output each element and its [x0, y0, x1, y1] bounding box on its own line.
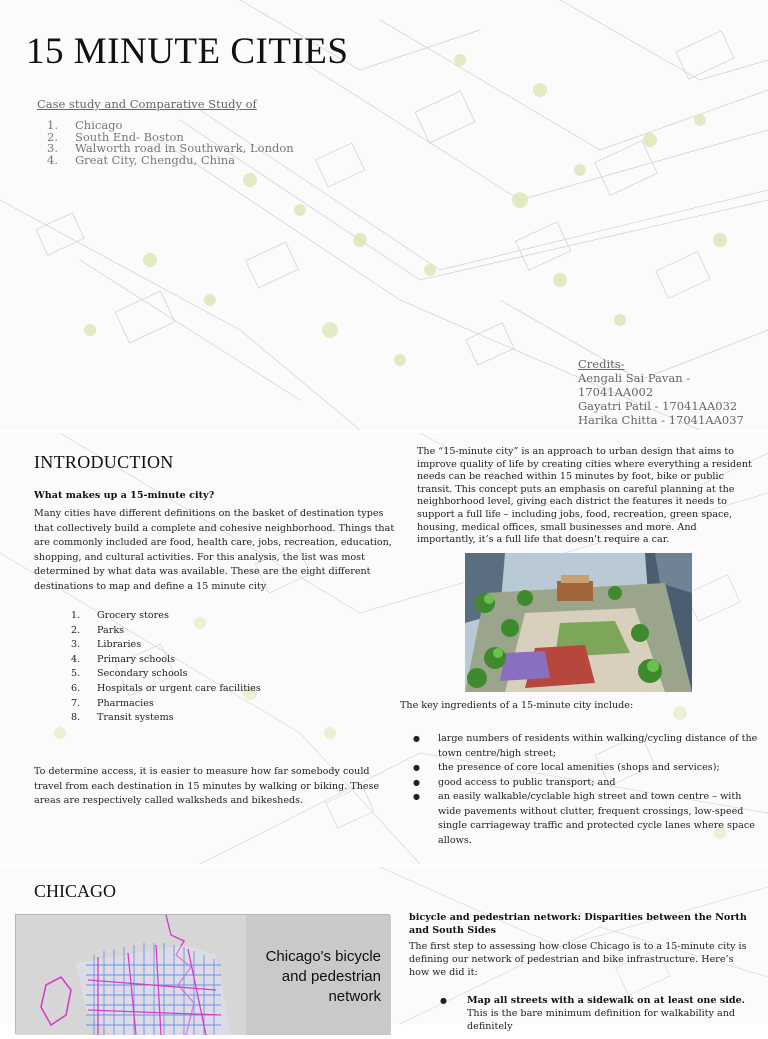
list-item: 3. Walworth road in Southwark, London	[47, 141, 294, 155]
credit-name: Gayatri Patil - 17041AA032	[578, 399, 738, 413]
list-item: 5. Secondary schools	[71, 668, 188, 680]
definitions-paragraph: Many cities have different definitions on the basket of destination types that collectively build a complete and cohesive neighborhood. Things that are commonly included are food, health care, jobs, recreation, education, shopping, and cultural activities. For this analysis, the list was most determined by what data was available. These are the eight different destinations to map and define a 15 minute city	[34, 508, 395, 592]
list-item: ● good access to public transport; and	[413, 776, 616, 788]
key-ingredients-intro: The key ingredients of a 15-minute city include:	[400, 700, 634, 711]
credits-heading: Credits-	[578, 357, 625, 371]
introduction-slide	[0, 433, 768, 864]
list-item: 3. Libraries	[71, 639, 142, 651]
list-item: 6. Hospitals or urgent care facilities	[71, 682, 261, 694]
list-item: ● an easily walkable/cyclable high street and town centre – with wide pavements without clutter, frequent crossings, low-speed single carriageway traffic and protected cycle lanes where space allows.	[413, 791, 755, 846]
credits-block	[578, 357, 768, 427]
destinations-list	[71, 609, 261, 726]
plaza-illustration	[465, 553, 692, 692]
bullet-text: This is the bare minimum definition for walkability and definitely	[467, 1008, 736, 1032]
case-study-list	[47, 120, 294, 166]
page-title: 15 MINUTE CITIES	[26, 31, 349, 72]
map-caption: Chicago's bicycle and pedestrian network	[265, 948, 381, 1005]
list-item: 4. Primary schools	[71, 653, 176, 665]
network-heading: bicycle and pedestrian network: Disparities between the North and South Sides	[409, 912, 747, 936]
credit-name: Harika Chitta - 17041AA037	[578, 413, 744, 427]
list-item: 1. Chicago	[47, 118, 123, 132]
list-item: 4. Great City, Chengdu, China	[47, 152, 236, 167]
chicago-network-map	[15, 914, 390, 1034]
chicago-slide	[0, 867, 768, 1032]
list-item: ● Map all streets with a sidewalk on at least one side. This is the bare minimum definition for walkability and definitely	[440, 995, 746, 1032]
approach-paragraph: The “15-minute city” is an approach to urban design that aims to improve quality of life by creating cities where everything a resident needs can be reached within 15 minutes by foot, bike or public transit. This concept puts an emphasis on careful planning at the neighborhood level, giving each district the features it needs to support a full life – including jobs, food, recreation, green space, housing, medical offices, small businesses and more. And importantly, it’s a full life that doesn’t require a car.	[417, 446, 752, 546]
question-heading: What makes up a 15-minute city?	[34, 490, 215, 501]
access-paragraph: To determine access, it is easier to measure how far somebody could travel from each destination in 15 minutes by walking or biking. These areas are respectively called walksheds and bikesheds.	[34, 766, 380, 806]
title-slide	[0, 0, 768, 430]
bullet-bold-text: Map all streets with a sidewalk on at least one side.	[467, 995, 746, 1006]
list-item: 1. Grocery stores	[71, 610, 169, 621]
list-item: 2. South End- Boston	[47, 129, 184, 144]
list-item: ● large numbers of residents within walking/cycling distance of the town centre/high street;	[413, 733, 758, 759]
key-ingredients-list	[413, 732, 758, 848]
list-item: 2. Parks	[71, 624, 125, 636]
list-item: ● the presence of core local amenities (shops and services);	[413, 762, 720, 773]
credit-name: Aengali Sai Pavan - 17041AA002	[578, 371, 691, 399]
section-heading: INTRODUCTION	[34, 452, 174, 472]
network-paragraph: The first step to assessing how close Chicago is to a 15-minute city is defining our network of pedestrian and bike infrastructure. Here’s how we did it:	[409, 941, 747, 978]
list-item: 8. Transit systems	[71, 712, 174, 724]
list-item: 7. Pharmacies	[71, 697, 154, 709]
section-heading: CHICAGO	[34, 881, 117, 901]
case-study-subtitle: Case study and Comparative Study of	[37, 97, 257, 111]
